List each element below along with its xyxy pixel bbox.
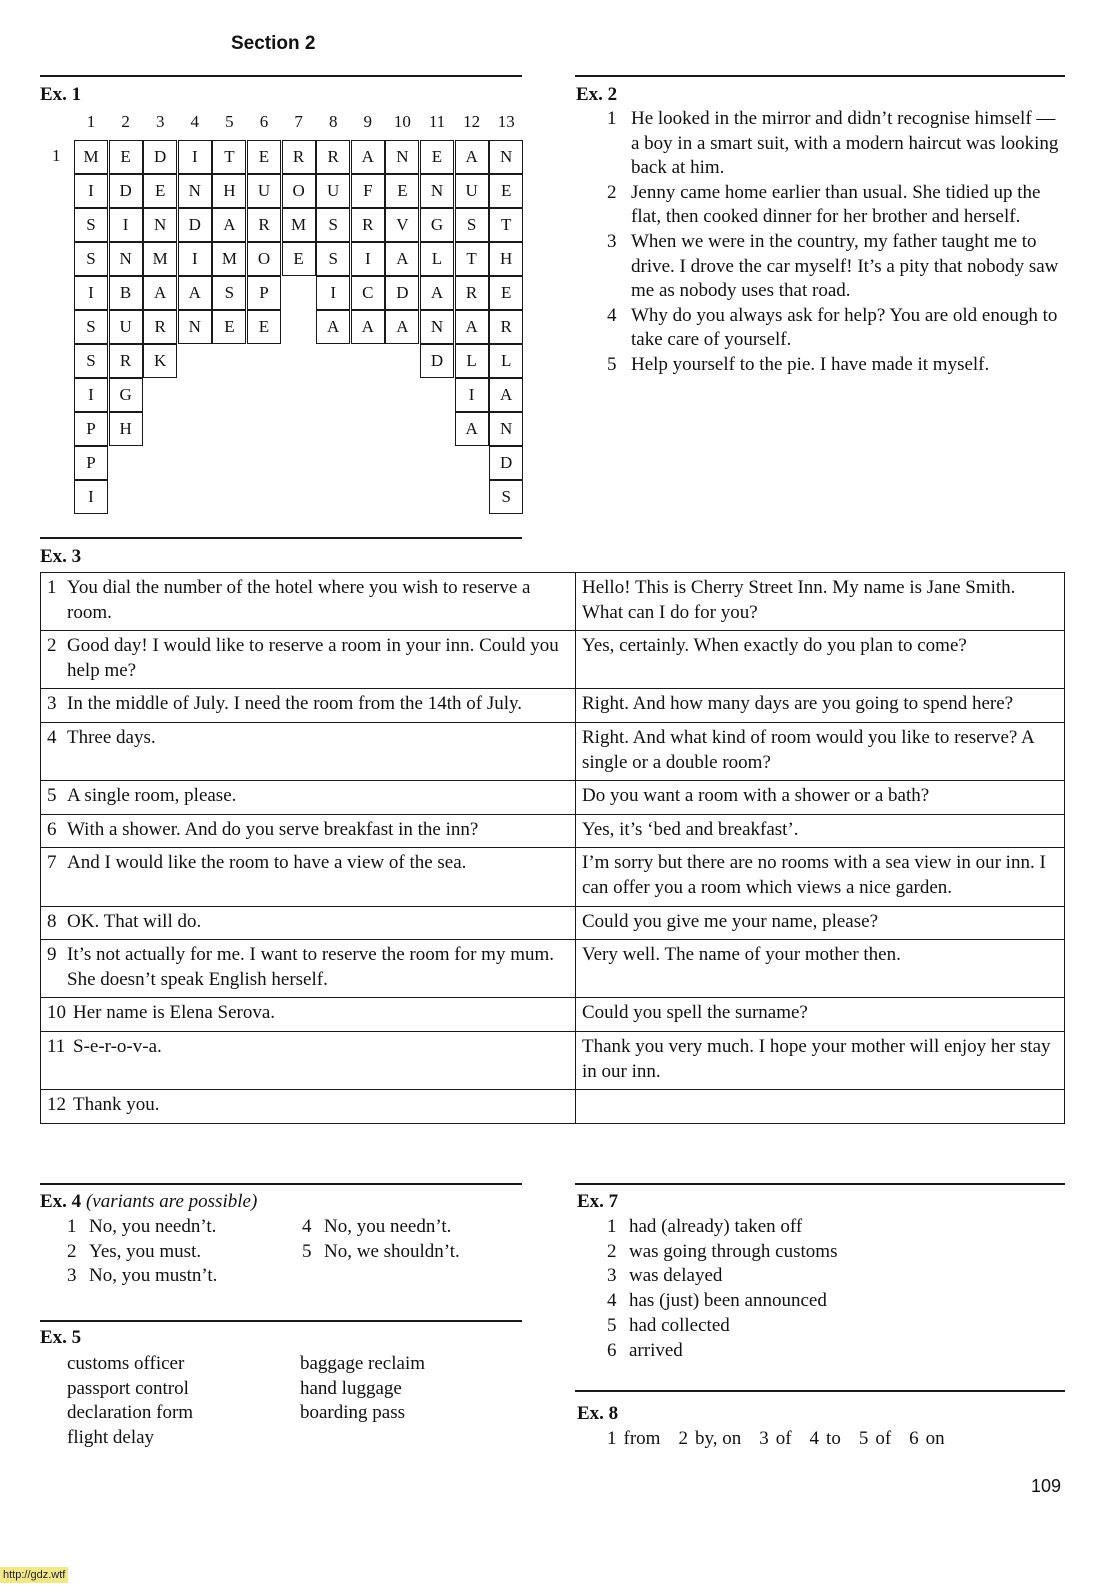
ex7-item	[607, 1240, 837, 1265]
dialogue-line	[47, 692, 569, 717]
divider	[40, 75, 522, 77]
crossword-cell: R	[316, 140, 350, 174]
ex4-note: (variants are possible)	[85, 1191, 258, 1212]
crossword-cell: T	[455, 242, 489, 276]
item-number: 3	[67, 1265, 77, 1287]
crossword-cell: R	[351, 208, 385, 242]
crossword-cell: H	[109, 412, 143, 446]
dialogue-receptionist-line: Could you spell the surname?	[576, 998, 1065, 1032]
crossword-cell: A	[455, 310, 489, 344]
crossword-cell: E	[489, 276, 523, 310]
item-text: had (already) taken off	[629, 1216, 803, 1237]
table-row	[41, 906, 1065, 940]
crossword-cell: E	[212, 310, 246, 344]
dialogue-receptionist-line: Right. And what kind of room would you like to reserve? A single or a double room?	[576, 722, 1065, 780]
ex2-item	[607, 304, 1067, 353]
vocabulary-item: passport control	[67, 1377, 189, 1399]
dialogue-receptionist-line: Could you give me your name, please?	[576, 906, 1065, 940]
crossword-column-number: 4	[190, 112, 200, 131]
crossword-cell: I	[109, 208, 143, 242]
crossword-cell: U	[109, 310, 143, 344]
crossword-cell: E	[282, 242, 316, 276]
crossword-cell: S	[74, 344, 108, 378]
line-text: OK. That will do.	[67, 910, 202, 932]
item-number: 4	[607, 304, 617, 326]
item-number: 5	[607, 353, 617, 375]
crossword-cell: F	[351, 174, 385, 208]
dialogue-receptionist-line	[576, 1090, 1065, 1124]
crossword-cell: G	[420, 208, 454, 242]
ex7-item	[607, 1215, 837, 1240]
crossword-cell: I	[178, 140, 212, 174]
ex7-item	[607, 1289, 837, 1314]
item-text: from	[623, 1428, 661, 1449]
ex4-item	[67, 1264, 217, 1289]
ex4-title: Ex. 4	[40, 1191, 82, 1212]
crossword-cell: U	[455, 174, 489, 208]
crossword-cell: A	[489, 378, 523, 412]
crossword-column-number: 13	[497, 112, 515, 131]
dialogue-line	[47, 784, 569, 809]
crossword-cell: U	[247, 174, 281, 208]
crossword-cell: S	[489, 480, 523, 514]
crossword-cell: E	[247, 310, 281, 344]
dialogue-line	[47, 851, 569, 876]
line-number: 12	[47, 1094, 66, 1116]
crossword-cell: I	[74, 480, 108, 514]
crossword-cell: L	[455, 344, 489, 378]
line-number: 11	[47, 1035, 66, 1057]
crossword-cell: E	[247, 140, 281, 174]
crossword-cell: N	[143, 208, 177, 242]
dialogue-caller-line	[41, 722, 576, 780]
crossword-cell: O	[282, 174, 316, 208]
item-number: 4	[809, 1428, 820, 1449]
table-row	[41, 722, 1065, 780]
vocabulary-item: declaration form	[67, 1402, 194, 1424]
crossword-cell: A	[143, 276, 177, 310]
crossword-cell: M	[212, 242, 246, 276]
item-number: 5	[607, 1314, 617, 1336]
crossword-cell: D	[489, 446, 523, 480]
vocabulary-item: customs officer	[67, 1353, 185, 1374]
table-row	[41, 689, 1065, 723]
divider	[40, 1183, 522, 1185]
item-number: 4	[607, 1290, 617, 1312]
table-row	[41, 940, 1065, 998]
table-row	[41, 848, 1065, 906]
item-number: 3	[607, 1265, 617, 1287]
ex5-heading: Ex. 5	[40, 1327, 82, 1348]
crossword-cell: I	[178, 242, 212, 276]
crossword-cell: H	[489, 242, 523, 276]
ex4-column-1	[67, 1215, 217, 1289]
crossword-cell: D	[385, 276, 419, 310]
item-text: has (just) been announced	[629, 1290, 827, 1312]
item-number: 6	[909, 1428, 919, 1449]
crossword-cell: A	[385, 242, 419, 276]
line-text: Three days.	[67, 726, 156, 748]
dialogue-line	[47, 1093, 569, 1118]
line-number: 1	[47, 577, 57, 598]
line-number: 4	[47, 726, 57, 748]
crossword-cell: A	[316, 310, 350, 344]
item-text: was going through customs	[629, 1240, 838, 1262]
divider	[575, 1183, 1065, 1185]
item-number: 3	[607, 230, 617, 252]
crossword-column-number: 8	[328, 112, 338, 131]
crossword-cell: L	[420, 242, 454, 276]
vocabulary-item: baggage reclaim	[300, 1353, 426, 1374]
line-text: With a shower. And do you serve breakfast in the inn?	[67, 818, 479, 840]
crossword-cell: R	[247, 208, 281, 242]
dialogue-caller-line	[41, 906, 576, 940]
crossword-cell: E	[143, 174, 177, 208]
crossword-column-number: 12	[463, 112, 481, 131]
crossword-cell: B	[109, 276, 143, 310]
item-number: 5	[302, 1240, 312, 1262]
crossword-cell: A	[385, 310, 419, 344]
item-number: 1	[607, 1428, 617, 1449]
crossword-cell: R	[143, 310, 177, 344]
line-text: You dial the number of the hotel where you wish to reserve a room.	[67, 577, 531, 623]
crossword-cell: O	[247, 242, 281, 276]
dialogue-line	[47, 818, 569, 843]
page-number: 109	[1031, 1476, 1062, 1496]
crossword-column-number: 7	[294, 112, 303, 131]
ex8-answers	[607, 1427, 963, 1452]
item-number: 5	[858, 1428, 869, 1449]
item-text: on	[925, 1428, 945, 1449]
ex1-heading: Ex. 1	[40, 84, 82, 105]
line-text: Her name is Elena Serova.	[73, 1002, 276, 1024]
line-number: 10	[47, 1002, 66, 1024]
crossword-cell: I	[316, 276, 350, 310]
ex7-item	[607, 1264, 837, 1289]
dialogue-line	[47, 910, 569, 935]
ex4-column-2	[302, 1215, 460, 1264]
line-number: 7	[47, 852, 57, 874]
item-text: No, you mustn’t.	[89, 1265, 218, 1287]
vocabulary-item: boarding pass	[300, 1402, 406, 1424]
crossword-cell: A	[455, 412, 489, 446]
dialogue-receptionist-line: Thank you very much. I hope your mother will enjoy her stay in our inn.	[576, 1031, 1065, 1089]
crossword-column-number: 1	[86, 112, 96, 131]
table-row	[41, 573, 1065, 631]
item-number: 6	[607, 1339, 617, 1361]
ex3-heading: Ex. 3	[40, 546, 82, 567]
ex4-item	[302, 1215, 460, 1240]
item-text: When we were in the country, my father taught me to drive. I drove the car myself! It’s a pity that nobody saw me as nobody uses that road.	[631, 230, 1059, 302]
crossword-cell: K	[143, 344, 177, 378]
vocabulary-item: hand luggage	[300, 1377, 402, 1399]
crossword-cell: S	[74, 310, 108, 344]
ex2-list	[607, 107, 1067, 378]
crossword-column-number: 11	[428, 112, 446, 131]
dialogue-caller-line	[41, 1031, 576, 1089]
line-number: 6	[47, 818, 57, 840]
dialogue-line	[47, 634, 569, 683]
crossword-cell: N	[178, 310, 212, 344]
crossword-cell: S	[316, 242, 350, 276]
crossword-cell: S	[212, 276, 246, 310]
line-text: Good day! I would like to reserve a room in your inn. Could you help me?	[67, 635, 559, 681]
dialogue-line	[47, 726, 569, 751]
ex4-item	[67, 1240, 217, 1265]
dialogue-caller-line	[41, 848, 576, 906]
table-row	[41, 998, 1065, 1032]
dialogue-line	[47, 1035, 569, 1060]
crossword-column-number: 6	[259, 112, 269, 131]
item-text: He looked in the mirror and didn’t recognise himself — a boy in a smart suit, with a modern haircut was looking back at him.	[631, 108, 1059, 179]
crossword-cell: L	[489, 344, 523, 378]
dialogue-receptionist-line: Yes, it’s ‘bed and breakfast’.	[576, 814, 1065, 848]
dialogue-receptionist-line: Do you want a room with a shower or a bath?	[576, 781, 1065, 815]
crossword-cell: N	[109, 242, 143, 276]
crossword-cell: M	[143, 242, 177, 276]
line-text: It’s not actually for me. I want to reserve the room for my mum. She doesn’t speak English herself.	[67, 944, 555, 990]
crossword-column-number: 5	[225, 112, 234, 131]
ex7-item	[607, 1339, 837, 1364]
crossword-cell: E	[420, 140, 454, 174]
ex8-heading: Ex. 8	[577, 1403, 619, 1424]
item-text: No, we shouldn’t.	[324, 1240, 460, 1262]
ex5-column-1	[67, 1352, 193, 1451]
ex2-item	[607, 353, 1067, 378]
item-number: 2	[607, 1240, 617, 1262]
line-text: Thank you.	[73, 1094, 160, 1116]
item-text: Help yourself to the pie. I have made it myself.	[631, 353, 990, 375]
ex4-heading	[40, 1191, 257, 1213]
item-text: of	[775, 1428, 792, 1449]
crossword-cell: C	[351, 276, 385, 310]
item-number: 2	[607, 181, 617, 203]
ex2-item	[607, 181, 1067, 230]
crossword-cell: A	[212, 208, 246, 242]
line-text: And I would like the room to have a view of the sea.	[67, 852, 467, 874]
item-number: 2	[67, 1240, 77, 1262]
ex2-heading: Ex. 2	[576, 84, 618, 105]
crossword-cell: S	[316, 208, 350, 242]
ex2-item	[607, 230, 1067, 304]
crossword-cell: A	[178, 276, 212, 310]
ex3-dialogue-table	[40, 572, 1065, 1124]
line-text: In the middle of July. I need the room from the 14th of July.	[67, 693, 523, 715]
line-text: S-e-r-o-v-a.	[73, 1035, 162, 1057]
crossword-cell: I	[455, 378, 489, 412]
crossword-cell: U	[316, 174, 350, 208]
crossword-cell: I	[74, 378, 108, 412]
ex4-item	[67, 1215, 217, 1240]
crossword-cell: D	[143, 140, 177, 174]
crossword-cell: A	[420, 276, 454, 310]
divider	[575, 1390, 1065, 1392]
crossword-cell: E	[109, 140, 143, 174]
ex5-column-2	[300, 1352, 425, 1426]
dialogue-line	[47, 943, 569, 992]
ex4-item	[302, 1240, 460, 1265]
crossword-cell: D	[178, 208, 212, 242]
dialogue-line	[47, 576, 569, 625]
dialogue-caller-line	[41, 1090, 576, 1124]
item-text: of	[875, 1428, 892, 1449]
dialogue-receptionist-line: Hello! This is Cherry Street Inn. My name is Jane Smith. What can I do for you?	[576, 573, 1065, 631]
dialogue-caller-line	[41, 631, 576, 689]
crossword-cell: A	[455, 140, 489, 174]
divider	[575, 75, 1065, 77]
line-text: A single room, please.	[67, 785, 237, 807]
item-number: 3	[759, 1428, 769, 1449]
table-row	[41, 631, 1065, 689]
line-number: 9	[47, 944, 57, 966]
crossword-cell: N	[385, 140, 419, 174]
crossword-cell: P	[247, 276, 281, 310]
dialogue-caller-line	[41, 814, 576, 848]
crossword-cell: S	[74, 242, 108, 276]
divider	[40, 537, 522, 539]
crossword-cell: A	[351, 140, 385, 174]
crossword-cell: R	[455, 276, 489, 310]
crossword-cell: R	[489, 310, 523, 344]
ex2-item	[607, 107, 1067, 181]
crossword-cell: P	[74, 446, 108, 480]
crossword-cell: T	[212, 140, 246, 174]
crossword-column-number: 3	[155, 112, 165, 131]
item-text: to	[826, 1428, 841, 1449]
crossword-cell: E	[489, 174, 523, 208]
crossword-cell: D	[420, 344, 454, 378]
crossword-cell: I	[74, 174, 108, 208]
dialogue-caller-line	[41, 781, 576, 815]
item-number: 1	[607, 1216, 617, 1237]
crossword-cell: R	[109, 344, 143, 378]
crossword-column-number: 9	[363, 112, 373, 131]
crossword-cell: P	[74, 412, 108, 446]
line-number: 5	[47, 785, 57, 807]
crossword-cell: M	[74, 140, 108, 174]
item-text: was delayed	[629, 1265, 723, 1287]
crossword-cell: M	[282, 208, 316, 242]
dialogue-caller-line	[41, 940, 576, 998]
divider	[40, 1320, 522, 1322]
item-number: 1	[67, 1216, 77, 1237]
table-row	[41, 814, 1065, 848]
dialogue-receptionist-line: Yes, certainly. When exactly do you plan to come?	[576, 631, 1065, 689]
dialogue-caller-line	[41, 689, 576, 723]
item-number: 2	[678, 1428, 688, 1449]
dialogue-caller-line	[41, 573, 576, 631]
crossword-cell: I	[351, 242, 385, 276]
crossword-cell: G	[109, 378, 143, 412]
crossword-cell: S	[455, 208, 489, 242]
watermark-link[interactable]: http://gdz.wtf	[0, 1567, 68, 1583]
crossword-cell: D	[109, 174, 143, 208]
crossword-cell: N	[420, 310, 454, 344]
item-text: arrived	[629, 1339, 683, 1361]
ex8-list	[607, 1427, 963, 1452]
crossword-column-number: 10	[393, 112, 411, 131]
crossword-cell: V	[385, 208, 419, 242]
crossword-cell: R	[282, 140, 316, 174]
line-number: 8	[47, 910, 57, 932]
line-number: 3	[47, 693, 57, 715]
item-text: No, you needn’t.	[324, 1216, 452, 1237]
vocabulary-item: flight delay	[67, 1427, 155, 1449]
crossword-cell: T	[489, 208, 523, 242]
dialogue-receptionist-line: I’m sorry but there are no rooms with a sea view in our inn. I can offer you a room which views a nice garden.	[576, 848, 1065, 906]
crossword-row-number: 1	[52, 146, 61, 165]
crossword-cell: I	[74, 276, 108, 310]
item-text: had collected	[629, 1314, 730, 1336]
ex7-item	[607, 1314, 837, 1339]
item-number: 1	[607, 108, 617, 129]
crossword-cell: N	[178, 174, 212, 208]
ex7-heading: Ex. 7	[577, 1191, 619, 1212]
item-text: by, on	[694, 1428, 742, 1449]
section-title: Section 2	[231, 33, 316, 54]
crossword-cell: N	[420, 174, 454, 208]
crossword-column-number: 2	[121, 112, 130, 131]
line-number: 2	[47, 635, 57, 657]
crossword-cell: N	[489, 412, 523, 446]
table-row	[41, 1090, 1065, 1124]
dialogue-receptionist-line: Very well. The name of your mother then.	[576, 940, 1065, 998]
item-text: Why do you always ask for help? You are old enough to take care of yourself.	[631, 304, 1058, 351]
crossword-cell: H	[212, 174, 246, 208]
dialogue-receptionist-line: Right. And how many days are you going to spend here?	[576, 689, 1065, 723]
item-text: Yes, you must.	[89, 1240, 202, 1262]
crossword-cell: A	[351, 310, 385, 344]
item-number: 4	[302, 1216, 312, 1237]
dialogue-caller-line	[41, 998, 576, 1032]
item-text: Jenny came home earlier than usual. She tidied up the flat, then cooked dinner for her brother and herself.	[631, 181, 1041, 228]
crossword-cell: S	[74, 208, 108, 242]
table-row	[41, 1031, 1065, 1089]
crossword-cell: E	[385, 174, 419, 208]
table-row	[41, 781, 1065, 815]
dialogue-line	[47, 1001, 569, 1026]
item-text: No, you needn’t.	[89, 1216, 217, 1237]
ex7-list	[607, 1215, 837, 1363]
crossword-cell: N	[489, 140, 523, 174]
